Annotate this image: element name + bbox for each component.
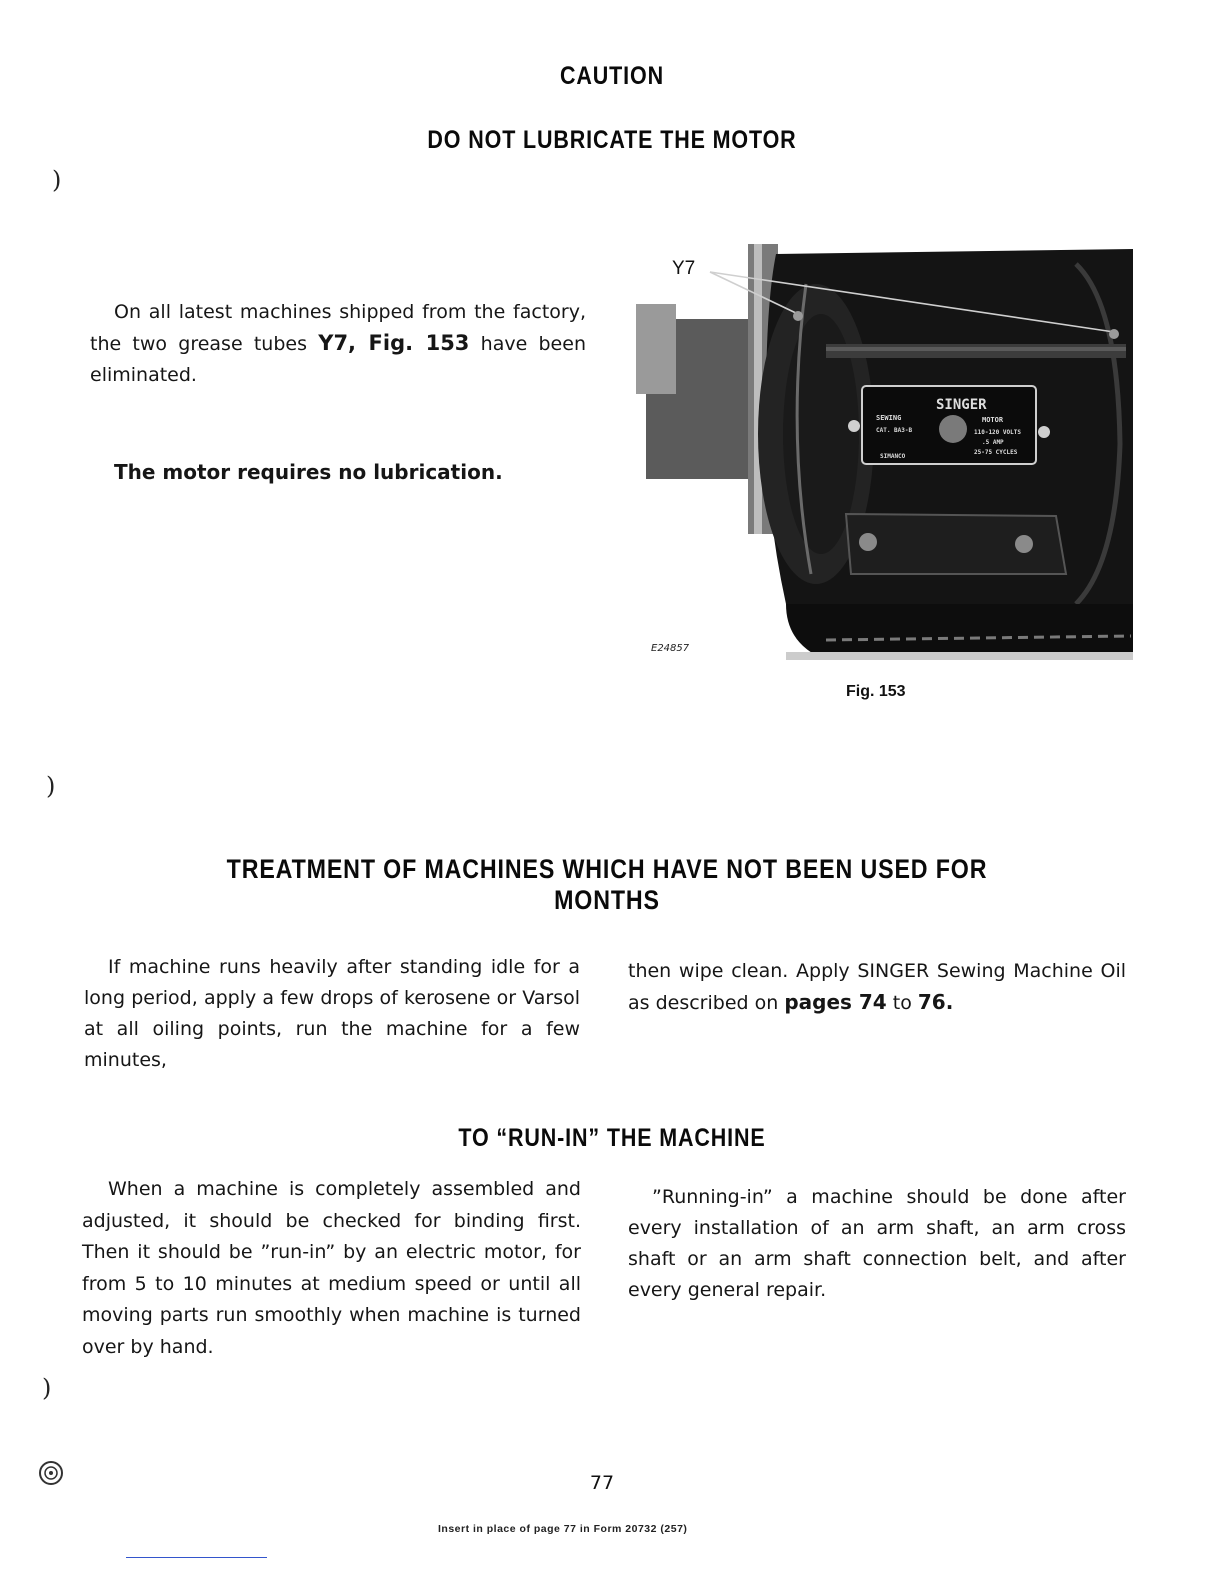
caution-subtitle: DO NOT LUBRICATE THE MOTOR — [427, 126, 797, 154]
figure-callout-label: Y7 — [672, 258, 696, 279]
margin-mark-top: ) — [52, 166, 62, 194]
plate-brand: SINGER — [936, 397, 987, 413]
runin-right-paragraph: ”Running-in” a machine should be done after every installation of an arm shaft, an arm cross shaft or an arm shaft connection belt, and after every general repair. — [628, 1186, 1126, 1301]
margin-mark-bottom: ) — [42, 1374, 52, 1402]
treatment-to: to — [886, 992, 918, 1014]
plate-sewing: SEWING — [876, 414, 902, 422]
runin-title: TO “RUN-IN” THE MACHINE — [458, 1124, 766, 1152]
margin-mark-middle: ) — [46, 772, 56, 800]
plate-maker: SIMANCO — [880, 453, 906, 460]
plate-cycles: 25-75 CYCLES — [974, 449, 1018, 456]
treatment-title: TREATMENT OF MACHINES WHICH HAVE NOT BEEN USED FOR MONTHS — [226, 854, 988, 915]
intro-text-start: On all latest machines shipped from the factory, the two grease tubes — [90, 301, 586, 355]
motor-note: The motor requires no lubrication. — [114, 460, 503, 484]
plate-motor: MOTOR — [982, 416, 1004, 424]
plate-amp: .5 AMP — [982, 439, 1004, 446]
treatment-right-paragraph — [628, 956, 1126, 1019]
treatment-right-text: then wipe clean. Apply SINGER Sewing Machine Oil as described on — [628, 960, 1126, 1014]
insert-note: Insert in place of page 77 in Form 20732 (257) — [438, 1523, 688, 1535]
figure-code: E24857 — [651, 643, 690, 654]
intro-paragraph — [90, 297, 586, 391]
treatment-pages-end: 76. — [917, 990, 954, 1014]
caution-title: CAUTION — [560, 62, 664, 90]
motor-photo — [636, 244, 1133, 662]
bottom-rule — [126, 1557, 267, 1558]
singer-logo-icon — [38, 1460, 64, 1486]
treatment-left-paragraph: If machine runs heavily after standing idle for a long period, apply a few drops of kerosene or Varsol at all oiling points, run the machine for a few minutes, — [84, 956, 580, 1071]
intro-figure-reference: Y7, Fig. 153 — [318, 331, 470, 355]
plate-cat: CAT. BA3-B — [876, 427, 913, 434]
treatment-pages-start: pages 74 — [784, 990, 887, 1014]
runin-left-paragraph: When a machine is completely assembled and adjusted, it should be checked for binding first. Then it should be ”run-in” by an electric motor, for from 5 to 10 minutes at medium speed or until all moving parts run smoothly when machine is turned over by hand. — [82, 1178, 581, 1358]
figure-caption: Fig. 153 — [846, 683, 906, 700]
page-number: 77 — [589, 1472, 615, 1494]
intro-text-end: have been eliminated. — [90, 333, 586, 386]
plate-volts: 110-120 VOLTS — [974, 429, 1021, 436]
